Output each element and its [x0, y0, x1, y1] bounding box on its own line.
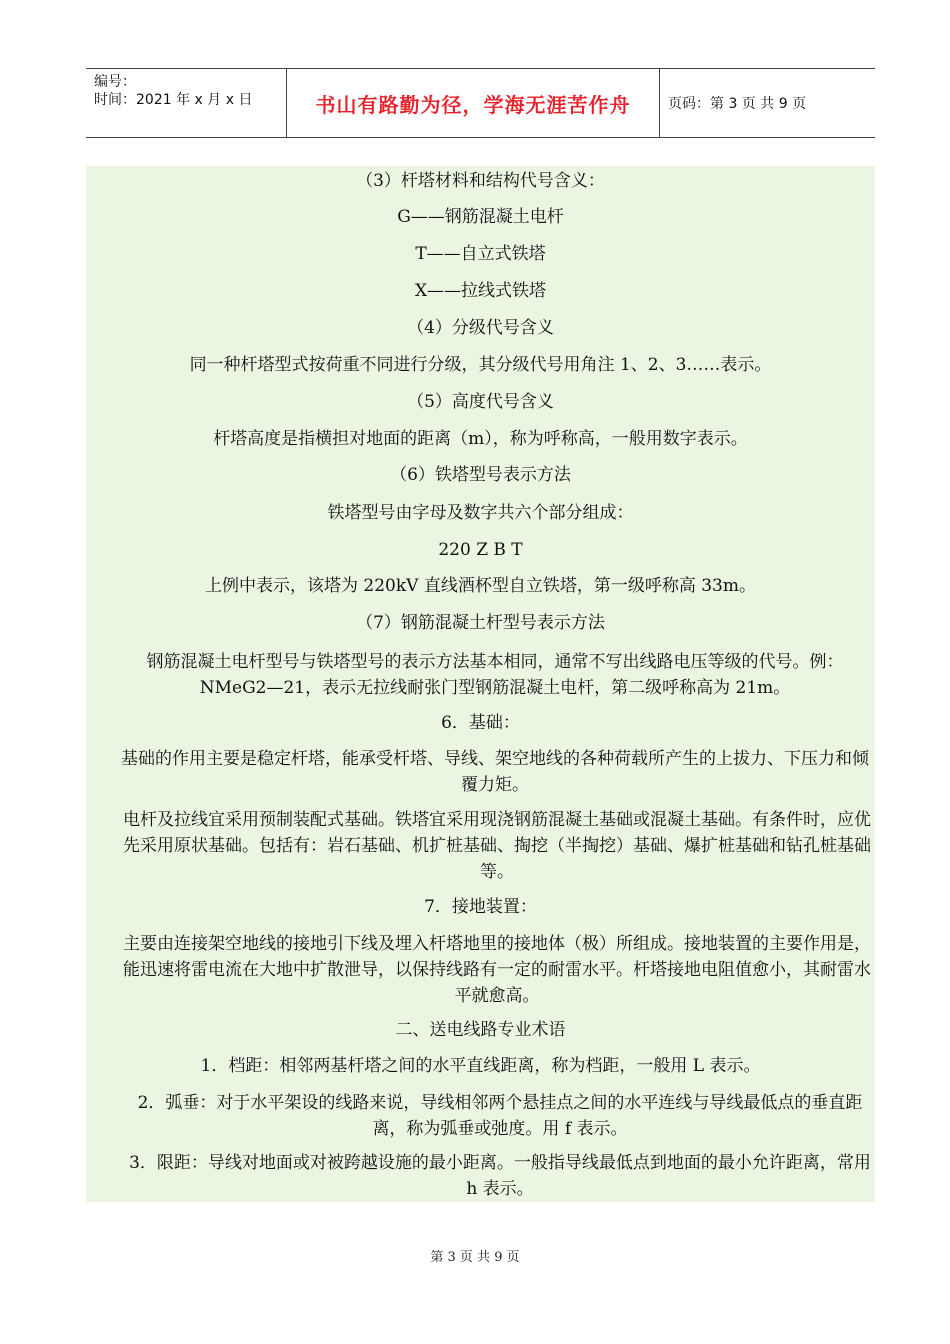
paragraph: 3．限距：导线对地面或对被跨越设施的最小距离。一般指导线最低点到地面的最小允许距离，常用 h 表示。: [129, 1153, 871, 1199]
paragraph: 2．弧垂：对于水平架设的线路来说，导线相邻两个悬挂点之间的水平连线与导线最低点的垂直距离，称为弧垂或弛度。用 f 表示。: [137, 1093, 863, 1139]
paragraph: （7）钢筋混凝土杆型号表示方法: [356, 613, 605, 633]
paragraph: （5）高度代号含义: [407, 392, 554, 412]
paragraph: 杆塔高度是指横担对地面的距离（m），称为呼称高，一般用数字表示。: [213, 429, 748, 449]
page-footer: 第 3 页 共 9 页: [430, 1250, 520, 1265]
paragraph: 钢筋混凝土电杆型号与铁塔型号的表示方法基本相同，通常不写出线路电压等级的代号。例：NMeG2—21，表示无拉线耐张门型钢筋混凝土电杆，第二级呼称高为 21m。: [146, 652, 844, 698]
document-number-label: 编号：: [94, 74, 136, 90]
paragraph: 同一种杆塔型式按荷重不同进行分级，其分级代号用角注 1、2、3……表示。: [189, 355, 772, 375]
page-header: [86, 68, 875, 138]
header-page-info: 页码：第 3 页 共 9 页: [668, 96, 807, 112]
paragraph: 主要由连接架空地线的接地引下线及埋入杆塔地里的接地体（极）所组成。接地装置的主要作用是，能迅速将雷电流在大地中扩散泄导，以保持线路有一定的耐雷水平。杆塔接地电阻值愈小，其耐雷水平就愈高。: [123, 934, 871, 1006]
paragraph: 铁塔型号由字母及数字共六个部分组成：: [327, 503, 634, 523]
paragraph: G——钢筋混凝土电杆: [397, 207, 564, 227]
paragraph: 基础的作用主要是稳定杆塔，能承受杆塔、导线、架空地线的各种荷载所产生的上拔力、下压力和倾覆力矩。: [121, 749, 869, 795]
paragraph: X——拉线式铁塔: [414, 281, 547, 301]
section-heading: 二、送电线路专业术语: [395, 1020, 566, 1040]
paragraph: （6）铁塔型号表示方法: [390, 465, 571, 485]
document-time-label: 时间：2021 年 x 月 x 日: [94, 92, 253, 108]
paragraph: T——自立式铁塔: [415, 244, 546, 264]
section-heading: 7．接地装置：: [424, 897, 537, 917]
header-motto: 书山有路勤为径，学海无涯苦作舟: [287, 69, 660, 137]
paragraph: （4）分级代号含义: [407, 318, 554, 338]
paragraph: 220 Z B T: [438, 540, 523, 560]
paragraph: 1．档距：相邻两基杆塔之间的水平直线距离，称为档距，一般用 L 表示。: [200, 1056, 761, 1076]
section-heading: 6．基础：: [441, 713, 520, 733]
paragraph: （3）杆塔材料和结构代号含义：: [356, 171, 605, 191]
document-body: [86, 166, 875, 1202]
paragraph: 电杆及拉线宜采用预制装配式基础。铁塔宜采用现浇钢筋混凝土基础或混凝土基础。有条件时，应优先采用原状基础。包括有：岩石基础、机扩桩基础、掏挖（半掏挖）基础、爆扩桩基础和钻孔桩基础等。: [123, 810, 871, 882]
paragraph: 上例中表示，该塔为 220kV 直线酒杯型自立铁塔，第一级呼称高 33m。: [205, 576, 756, 596]
header-left: [86, 69, 287, 137]
